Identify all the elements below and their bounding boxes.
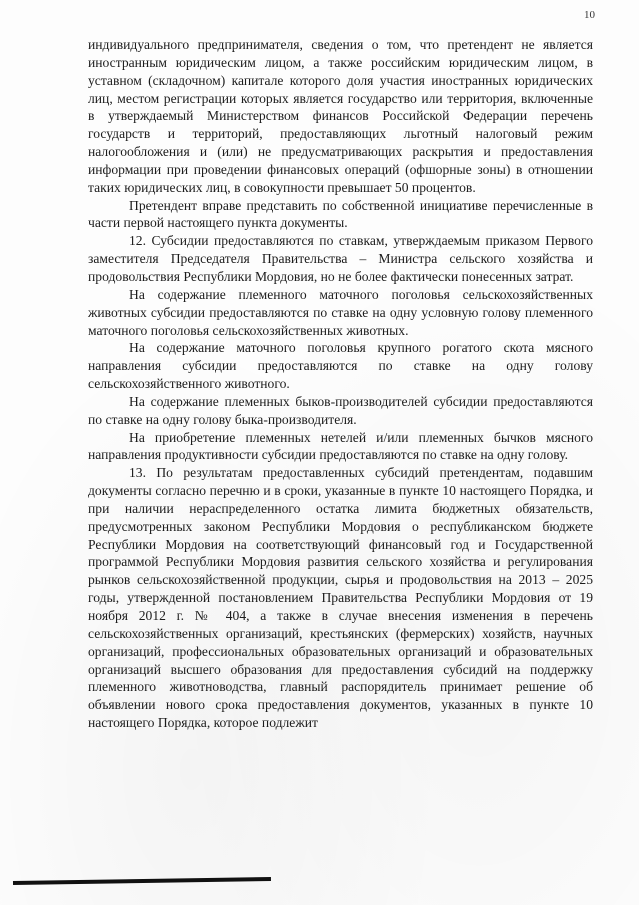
paragraph-13-results: 13. По результатам предоставленных субсидий претендентам, подавшим документы согласно перечню и в сроки, указанные в пункте 10 настоящего Порядка, и при наличии нераспределенного остатка лимита бюджетных обязательств, предусмотренных законом Республики Мордовия о республиканском бюджете Республики Мордовия на соответствующий финансовый год и Государственной программой Республики Мордовия развития сельского хозяйства и регулирования рынков сельскохозяйственной продукции, сырья и продовольствия на 2013 – 2025 годы, утвержденной постановлением Правительства Республики Мордовия от 19 ноября 2012 г. № 404, а также в случае внесения изменения в перечень сельскохозяйственных организаций, крестьянских (фермерских) хозяйств, научных организаций, профессиональных образовательных организаций и образовательных организаций высшего образования для предоставления субсидий на поддержку племенного животноводства, главный распорядитель принимает решение об объявлении нового срока предоставления документов, указанных в пункте 10 настоящего Порядка, которое подлежит [88,465,593,731]
paragraph-applicant-right: Претендент вправе представить по собственной инициативе перечисленные в части первой настоящего пункта документы. [88,197,593,231]
paragraph-continuation: индивидуального предпринимателя, сведения о том, что претендент не является иностранным юридическим лицом, а также российским юридическим лицом, в уставном (складочном) капитале которого доля участия иностранных юридических лиц, местом регистрации которых является государство или территория, включенные в утверждаемый Министерством финансов Российской Федерации перечень государств и территорий, предоставляющих льготный налоговый режим налогообложения и (или) не предусматривающих раскрытия и предоставления информации при проведении финансовых операций (офшорные зоны) в отношении таких юридических лиц, в совокупности превышает 50 процентов. [88,37,593,195]
paragraph-heifers-purchase: На приобретение племенных нетелей и/или племенных бычков мясного направления продуктивности субсидии предоставляются по ставке на одну голову. [88,429,593,463]
paragraph-breeding-stock: На содержание племенного маточного поголовья сельскохозяйственных животных субсидии предоставляются по ставке на одну условную голову племенного маточного поголовья сельскохозяйственных животных. [88,286,593,338]
scan-edge-line [13,877,271,885]
page-number: 10 [584,9,595,21]
paragraph-beef-cattle: На содержание маточного поголовья крупного рогатого скота мясного направления субсидии предоставляются по ставке на одну голову сельскохозяйственного животного. [88,340,593,392]
document-body [88,36,593,732]
paragraph-breeding-bulls: На содержание племенных быков-производителей субсидии предоставляются по ставке на одну голову быка-производителя. [88,393,593,427]
paragraph-12-rates: 12. Субсидии предоставляются по ставкам, утверждаемым приказом Первого заместителя Председателя Правительства – Министра сельского хозяйства и продовольствия Республики Мордовия, но не более фактически понесенных затрат. [88,233,593,284]
